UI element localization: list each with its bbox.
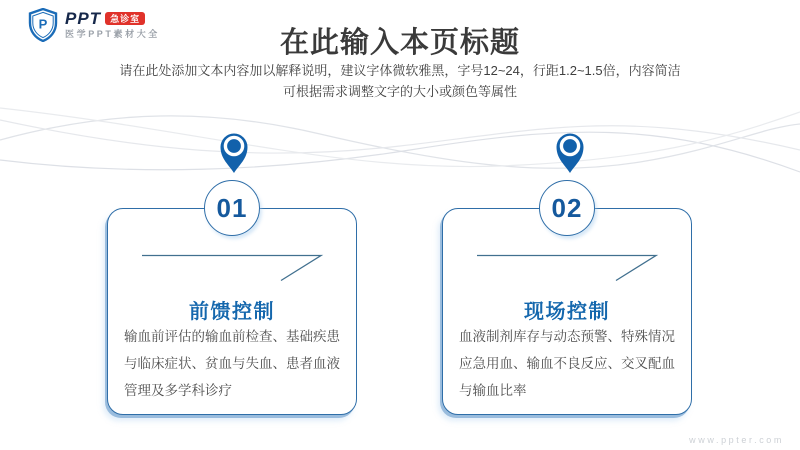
content-card-2 xyxy=(442,192,692,415)
brand-logo xyxy=(28,8,160,47)
brand-name: PPT xyxy=(65,9,102,28)
map-pin-icon xyxy=(214,128,254,174)
decorative-line xyxy=(142,254,327,282)
decorative-line xyxy=(477,254,662,282)
subtitle-line-1: 请在此处添加文本内容加以解释说明，建议字体微软雅黑，字号12~24，行距1.2~1.5倍，内容简洁 xyxy=(119,63,681,78)
card-body-text: 输血前评估的输血前检查、基础疾患与临床症状、贫血与失血、患者血液管理及多学科诊疗 xyxy=(124,329,340,398)
card-title: 现场控制 xyxy=(524,301,610,323)
content-card-1 xyxy=(107,192,357,415)
card-body-text: 血液制剂库存与动态预警、特殊情况应急用血、输血不良反应、交叉配血与输血比率 xyxy=(459,329,675,398)
step-number-badge: 02 xyxy=(539,180,595,236)
watermark-url: www.ppter.com xyxy=(689,435,784,445)
page-subtitle xyxy=(0,60,800,102)
brand-badge: 急诊室 xyxy=(105,12,145,25)
background-waves xyxy=(0,92,800,202)
page-title: 在此输入本页标题 xyxy=(279,27,520,59)
card-title: 前馈控制 xyxy=(189,301,275,323)
brand-tagline: 医学PPT素材大全 xyxy=(65,29,160,39)
step-number-badge: 01 xyxy=(204,180,260,236)
subtitle-line-2: 可根据需求调整文字的大小或颜色等属性 xyxy=(282,84,517,99)
map-pin-icon xyxy=(550,128,590,174)
svg-text:P: P xyxy=(38,16,48,32)
shield-logo-icon xyxy=(28,8,58,47)
